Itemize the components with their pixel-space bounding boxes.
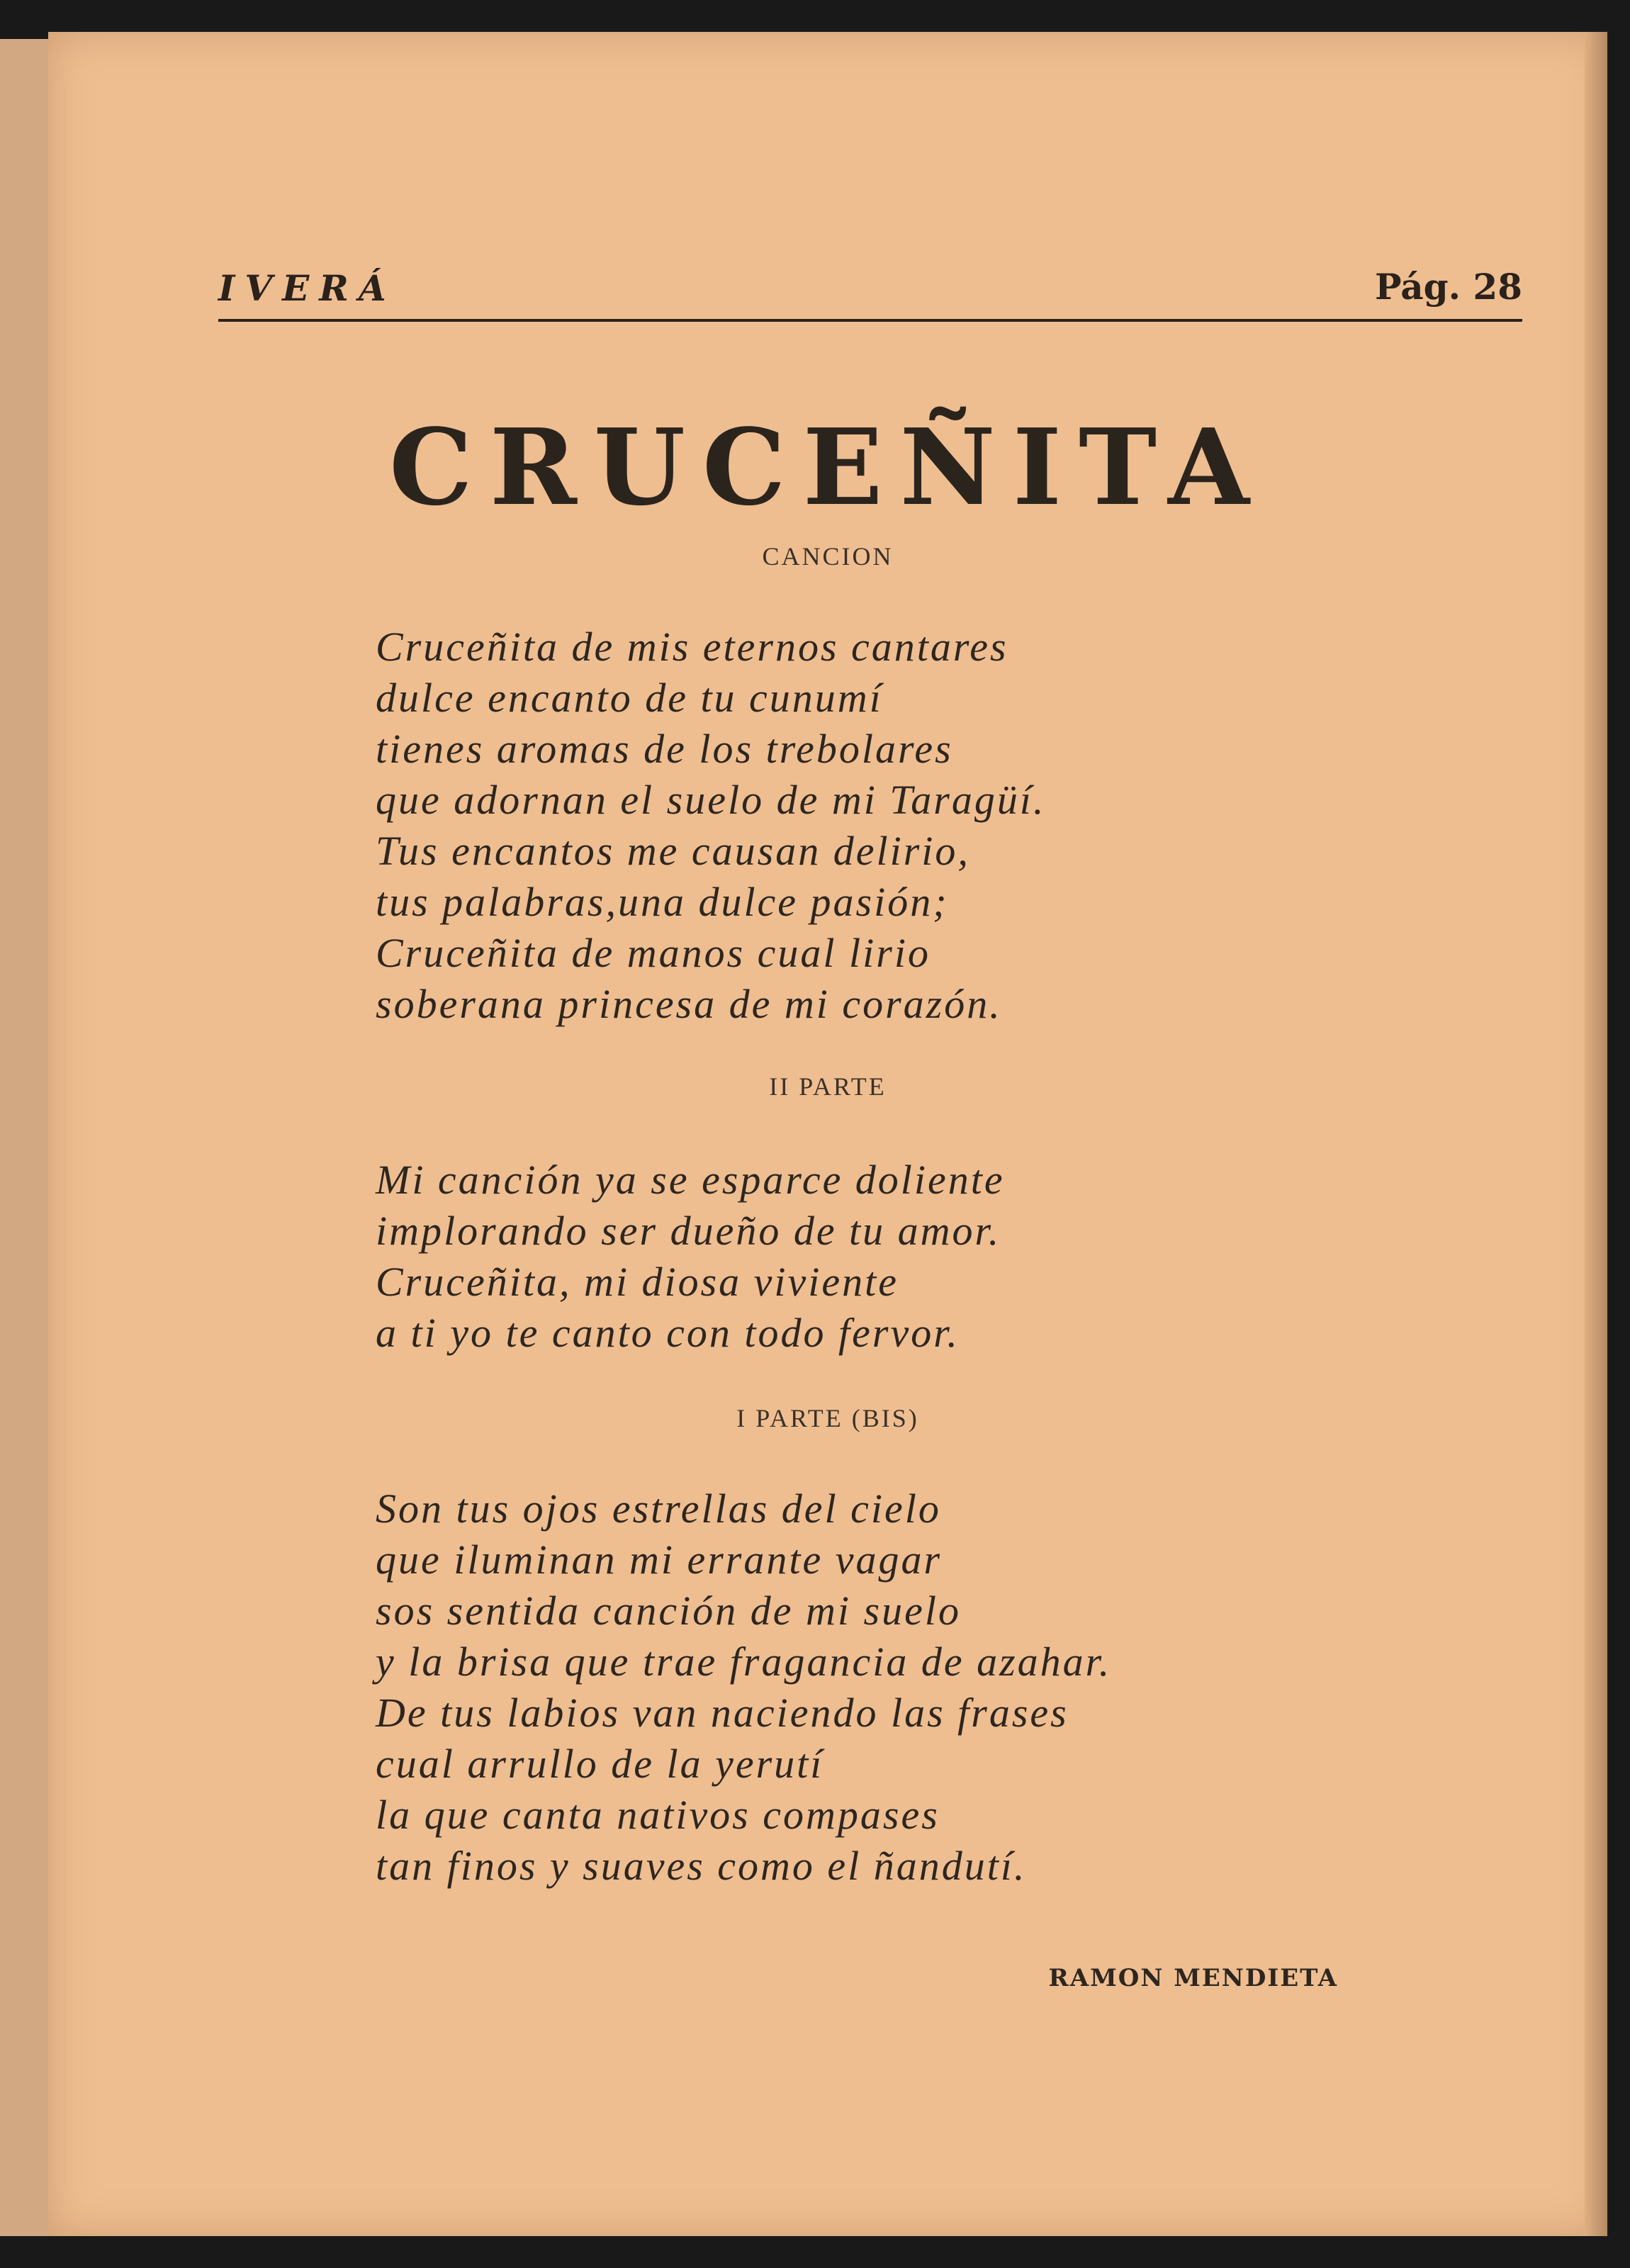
verse-line: Cruceñita, mi diosa viviente xyxy=(376,1259,899,1305)
verse-line: dulce encanto de tu cunumí xyxy=(376,675,883,721)
verse-line: tienes aromas de los trebolares xyxy=(376,726,953,772)
verse-line: Cruceñita de mis eternos cantares xyxy=(376,624,1008,670)
verse-line: tus palabras,una dulce pasión; xyxy=(376,879,949,925)
verse-line: sos sentida canción de mi suelo xyxy=(376,1588,961,1634)
section-heading: I PARTE (BIS) xyxy=(736,1404,919,1432)
verse-line: soberana princesa de mi corazón. xyxy=(376,981,1002,1027)
verse-line: Mi canción ya se esparce doliente xyxy=(376,1157,1005,1203)
verse-line: Cruceñita de manos cual lirio xyxy=(376,930,931,976)
facing-page-edge xyxy=(0,39,52,2236)
page-number: Pág. 28 xyxy=(1374,266,1522,308)
book-page xyxy=(48,32,1607,2236)
verse-line: que adornan el suelo de mi Taragüí. xyxy=(376,777,1046,823)
stanza-2 xyxy=(376,1155,1005,1359)
verse-line: implorando ser dueño de tu amor. xyxy=(376,1208,1001,1254)
verse-line: Tus encantos me causan delirio, xyxy=(376,828,970,874)
verse-line: De tus labios van naciendo las frases xyxy=(376,1690,1069,1736)
poem-title: CRUCEÑITA xyxy=(389,405,1266,529)
verse-line: cual arrullo de la yerutí xyxy=(376,1741,824,1787)
verse-line: Son tus ojos estrellas del cielo xyxy=(376,1486,941,1532)
section-heading: II PARTE xyxy=(769,1072,887,1101)
publication-name: IVERÁ xyxy=(218,267,396,309)
verse-line: tan finos y suaves como el ñandutí. xyxy=(376,1843,1027,1889)
verse-line: que iluminan mi errante vagar xyxy=(376,1537,943,1583)
verse-line: y la brisa que trae fragancia de azahar. xyxy=(376,1639,1112,1685)
verse-line: la que canta nativos compases xyxy=(376,1792,940,1838)
poem-subtitle: CANCION xyxy=(762,542,894,571)
stanza-1 xyxy=(376,622,1045,1030)
verse-line: a ti yo te canto con todo fervor. xyxy=(376,1310,960,1356)
author-signature: RAMON MENDIETA xyxy=(1048,1964,1338,1992)
stanza-3 xyxy=(376,1483,1111,1892)
page-edge-shadow xyxy=(1585,32,1607,2236)
running-header xyxy=(218,262,1522,322)
